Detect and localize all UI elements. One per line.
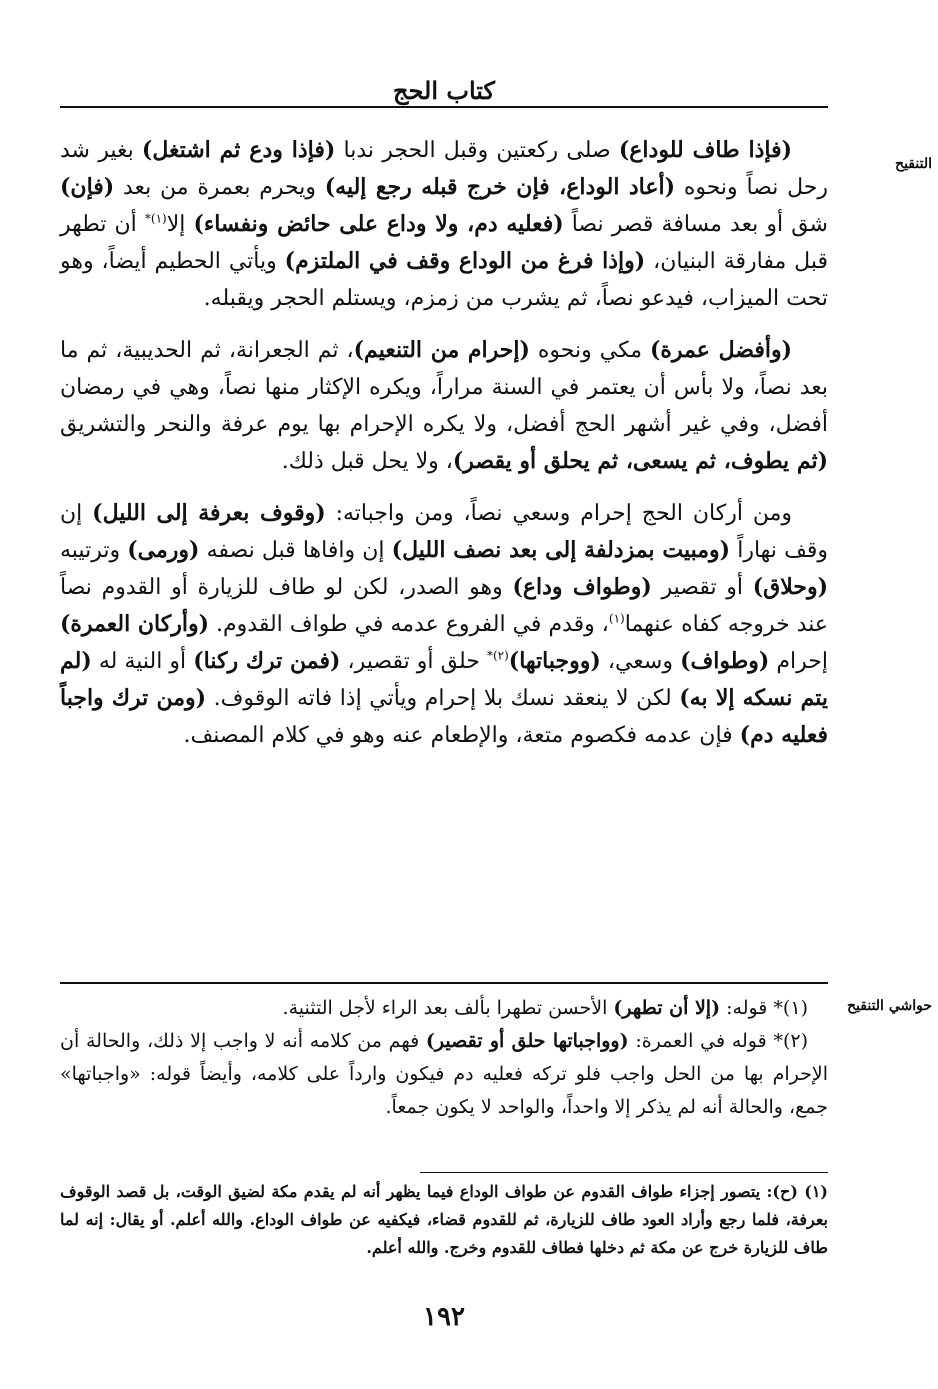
sharh-text: ، ولا يحل قبل ذلك. — [281, 449, 453, 474]
sharh-text: أو تقصير — [651, 575, 753, 600]
sharh-text: ، وقدم في الفروع عدمه في طواف القدوم. — [209, 612, 609, 637]
paragraph — [60, 332, 828, 480]
matn-text: (وأركان العمرة) — [60, 611, 210, 637]
matn-text: (فإن) — [60, 174, 115, 200]
sharh-text: الأحسن تطهرا بألف بعد الراء لأجل التثنية. — [282, 997, 614, 1019]
editor-note-divider — [420, 1172, 828, 1173]
paragraph — [60, 132, 828, 317]
sharh-text: فإن عدمه فكصوم متعة، والإطعام عنه وهو في كلام المصنف. — [183, 723, 740, 748]
sharh-text: وهو الصدر، لكن لو طاف للزيارة أو القدوم نصاً عند خروجه كفاه عنهما — [60, 575, 828, 637]
matn-text: (ثم يطوف، ثم يسعى، ثم يحلق أو يقصر) — [452, 448, 828, 474]
sharh-text: بغير شد رحل نصاً ونحوه — [60, 138, 829, 200]
commentary-note — [60, 1025, 828, 1124]
sharh-text: (١)* قوله: — [720, 997, 808, 1019]
sharh-text: أو النية له — [91, 649, 194, 674]
main-text-body — [60, 132, 828, 754]
sharh-text: وترتيبه — [60, 538, 128, 563]
sharh-text: حلق أو تقصير، — [340, 649, 487, 674]
matn-text: (وقوف بعرفة إلى الليل) — [92, 500, 326, 526]
sharh-text: إن وقف نهاراً — [60, 501, 828, 563]
sharh-text: فهم من كلامه أنه لا واجب إلا ذلك، والحالة أن الإحرام بها من الحل واجب فلو تركه فعليه دم فيكون وارداً على كلامه، وأيضاً قوله: «واجباتها» جمع، والحالة أنه لم يذكر إلا واحداً، والواحد لا يكون جمعاً. — [60, 1030, 828, 1118]
commentary-notes — [60, 992, 828, 1124]
sharh-text: مكي ونحوه — [529, 338, 650, 363]
matn-text: (وواجباتها حلق أو تقصير) — [425, 1030, 629, 1052]
commentary-note — [60, 992, 828, 1025]
matn-text: (فعليه دم، ولا وداع على حائض ونفساء) — [193, 211, 564, 237]
matn-text: (وحلاق) — [752, 574, 828, 600]
sharh-text: لكن لا ينعقد نسك بلا إحرام ويأتي إذا فاته الوقوف. — [206, 686, 680, 711]
matn-text: (وأفضل عمرة) — [650, 337, 792, 363]
header-divider — [60, 106, 828, 108]
footnote-divider — [60, 982, 828, 984]
matn-text: (إلا أن تطهر) — [613, 997, 721, 1019]
matn-text: (إحرام من التنعيم) — [353, 337, 530, 363]
matn-text: (وطواف وداع) — [512, 574, 652, 600]
sharh-text: شق أو بعد مسافة قصر نصاً — [563, 212, 828, 237]
sharh-text: إحرام — [769, 649, 828, 674]
sharh-text: إن وافاها قبل نصفه — [199, 538, 392, 563]
sharh-text: ومن أركان الحج إحرام وسعي نصاً، ومن واجباته: — [325, 501, 792, 526]
matn-text: (فمن ترك ركنا) — [193, 648, 341, 674]
editor-note: (١) (ح): يتصور إجزاء طواف القدوم عن طواف الوداع فيما يظهر أنه لم يقدم مكة لضيق الوقت، بل قصد الوقوف بعرفة، فلما رجع وأراد العود طاف للزيارة، ثم للقدوم قضاء، فيكفيه عن طواف الوداع. والله أعلم. أو يقال: إنه لما طاف للزيارة خرج عن مكة ثم دخلها فطاف للقدوم وخرج. والله أعلم. — [60, 1182, 828, 1257]
page-title: كتاب الحج — [393, 76, 495, 105]
footnote-ref: (١) — [608, 611, 625, 626]
matn-text: (أعاد الوداع، فإن خرج قبله رجع إليه) — [324, 174, 676, 200]
matn-text: (لم يتم نسكه إلا به) — [60, 648, 828, 711]
matn-text: (ووجباتها) — [508, 648, 601, 674]
sharh-text: أن تطهر قبل مفارقة البنيان، — [60, 212, 828, 274]
sharh-text: (٢)* قوله في العمرة: — [628, 1030, 808, 1052]
margin-label-hawashi: حواشي التنقيح — [847, 998, 932, 1014]
sharh-text: وسعي، — [600, 649, 681, 674]
paragraph — [60, 495, 828, 754]
sharh-text: ويأتي الحطيم أيضاً، وهو تحت الميزاب، فيدعو نصاً، ثم يشرب من زمزم، ويستلم الحجر ويقبله. — [60, 249, 828, 311]
footnote-ref: (٢)* — [486, 648, 509, 663]
matn-text: (فإذا طاف للوداع) — [618, 137, 792, 163]
sharh-text: صلى ركعتين وقبل الحجر ندبا — [335, 138, 619, 163]
sharh-text: ، ثم الجعرانة، ثم الحديبية، ثم ما بعد نصاً، ولا بأس أن يعتمر في السنة مراراً، ويكره الإكثار منها نصاً، وهي في رمضان أفضل، وفي غير أشهر الحج أفضل، ولا يكره الإحرام بها يوم عرفة والنحر والتشريق — [60, 338, 828, 437]
matn-text: (ومبيت بمزدلفة إلى بعد نصف الليل) — [391, 537, 731, 563]
margin-label-tanqih: التنقيح — [895, 156, 932, 172]
page-number: ١٩٢ — [423, 1302, 465, 1332]
matn-text: (فإذا ودع ثم اشتغل) — [141, 137, 336, 163]
matn-text: (ورمى) — [127, 537, 200, 563]
sharh-text: ويحرم بعمرة من بعد — [114, 175, 325, 200]
matn-text: (وطواف) — [680, 648, 770, 674]
footnote-ref: (١)* — [144, 211, 167, 226]
matn-text: (وإذا فرغ من الوداع وقف في الملتزم) — [284, 248, 646, 274]
editor-notes — [60, 1178, 828, 1262]
matn-text: (ومن ترك واجباً فعليه دم) — [60, 685, 828, 748]
sharh-text: إلا — [166, 212, 194, 237]
